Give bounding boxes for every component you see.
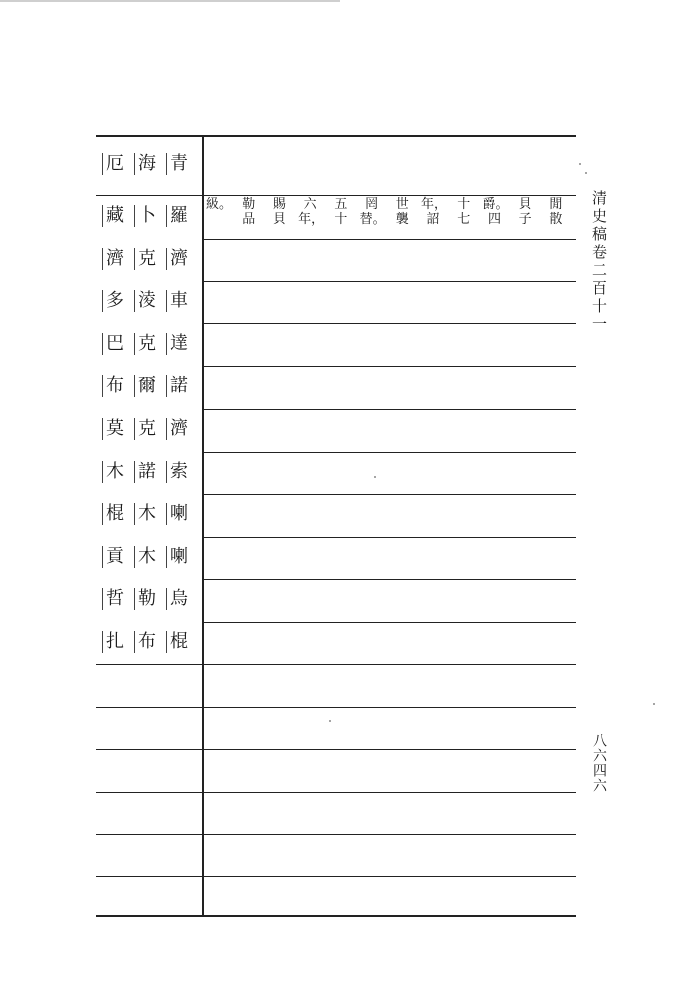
scan-speck	[374, 476, 376, 478]
row-rule	[204, 366, 576, 367]
name-char: 濟	[166, 418, 198, 440]
entry-char: 子	[518, 212, 532, 227]
name-char: 烏	[166, 588, 198, 610]
scan-speck	[653, 703, 655, 705]
name-char: 木	[134, 546, 166, 568]
name-char: 扎	[102, 631, 134, 653]
row-rule	[204, 409, 576, 410]
name-char: 布	[102, 375, 134, 397]
row-rule	[204, 622, 576, 623]
name-char: 羅	[166, 205, 198, 227]
name-row	[102, 323, 198, 365]
name-char: 克	[134, 418, 166, 440]
name-char: 克	[134, 248, 166, 270]
name-char: 爾	[134, 375, 166, 397]
row-rule	[204, 281, 576, 282]
entry-column	[298, 197, 325, 237]
name-row	[102, 536, 198, 578]
row-rule	[204, 579, 576, 580]
name-char: 青	[166, 153, 198, 175]
entry-column	[267, 197, 291, 237]
name-char: 棍	[166, 631, 198, 653]
entry-column	[360, 197, 384, 237]
name-char: 濟	[102, 248, 134, 270]
entry-text	[206, 197, 568, 237]
name-char: 淩	[134, 290, 166, 312]
row-rule	[96, 876, 576, 877]
name-char: 勒	[134, 588, 166, 610]
row-rule	[96, 792, 576, 793]
entry-column	[237, 197, 261, 237]
entry-char: 貝	[518, 197, 532, 212]
page-number: 八六四六	[591, 733, 607, 793]
name-char: 莫	[102, 418, 134, 440]
entry-char: 四	[487, 212, 501, 227]
entry-char: 五	[334, 197, 348, 212]
scan-speck	[579, 163, 581, 165]
entry-char: 六	[303, 197, 317, 212]
name-char: 藏	[102, 205, 134, 227]
name-char: 喇	[166, 546, 198, 568]
name-row	[102, 578, 198, 620]
row-rule	[204, 452, 576, 453]
name-row	[102, 451, 198, 493]
name-char: 哲	[102, 588, 134, 610]
name-char: 布	[134, 631, 166, 653]
entry-column	[452, 197, 476, 237]
name-row	[102, 280, 198, 322]
name-char: 多	[102, 290, 134, 312]
name-char: 達	[166, 333, 198, 355]
entry-char: 貝	[272, 212, 286, 227]
entry-char: 十	[457, 197, 471, 212]
entry-char: 勒	[242, 197, 256, 212]
name-char: 諾	[134, 461, 166, 483]
name-row	[102, 195, 198, 237]
name-char: 諾	[166, 375, 198, 397]
row-rule	[204, 323, 576, 324]
entry-char: 級。	[206, 197, 233, 212]
name-char: 濟	[166, 248, 198, 270]
name-char: 棍	[102, 503, 134, 525]
name-char: 巴	[102, 333, 134, 355]
entry-char: 閒	[549, 197, 563, 212]
entry-column	[390, 197, 414, 237]
entry-char: 世	[395, 197, 409, 212]
entry-column	[206, 197, 233, 237]
entry-char: 詔	[426, 212, 440, 227]
name-row	[102, 365, 198, 407]
scan-edge-line	[0, 0, 340, 2]
row-rule	[96, 707, 576, 708]
row-rule	[204, 239, 576, 240]
row-rule	[204, 537, 576, 538]
table-top-rule	[96, 135, 576, 137]
name-char: 厄	[102, 153, 134, 175]
row-rule	[96, 834, 576, 835]
entry-column	[329, 197, 353, 237]
entry-char: 替。	[359, 212, 386, 227]
name-row	[102, 143, 198, 185]
scan-speck	[585, 172, 587, 174]
row-rule	[204, 494, 576, 495]
entry-char: 賜	[272, 197, 286, 212]
name-char: 海	[134, 153, 166, 175]
running-head: 清史稿卷二百十一	[590, 190, 608, 334]
row-rule	[96, 664, 576, 665]
entry-char: 品	[242, 212, 256, 227]
entry-char: 七	[457, 212, 471, 227]
entry-column	[482, 197, 509, 237]
name-char: 車	[166, 290, 198, 312]
name-char: 貢	[102, 546, 134, 568]
entry-column	[544, 197, 568, 237]
name-char: 木	[134, 503, 166, 525]
entry-column	[513, 197, 537, 237]
entry-char: 襲	[395, 212, 409, 227]
name-char: 木	[102, 461, 134, 483]
column-divider	[202, 135, 204, 915]
row-rule	[96, 749, 576, 750]
name-row	[102, 621, 198, 663]
entry-char: 十	[334, 212, 348, 227]
scan-speck	[329, 720, 331, 722]
name-char: 克	[134, 333, 166, 355]
genealogy-table	[96, 135, 576, 917]
name-row	[102, 408, 198, 450]
entry-char: 散	[549, 212, 563, 227]
name-row	[102, 493, 198, 535]
name-row	[102, 238, 198, 280]
entry-char: 年，	[298, 212, 325, 227]
entry-char: 爵。	[482, 197, 509, 212]
name-char: 喇	[166, 503, 198, 525]
entry-char: 年，	[421, 197, 448, 212]
name-char: 索	[166, 461, 198, 483]
table-bottom-rule	[96, 915, 576, 917]
entry-column	[421, 197, 448, 237]
entry-char: 罔	[365, 197, 379, 212]
name-char: 卜	[134, 205, 166, 227]
